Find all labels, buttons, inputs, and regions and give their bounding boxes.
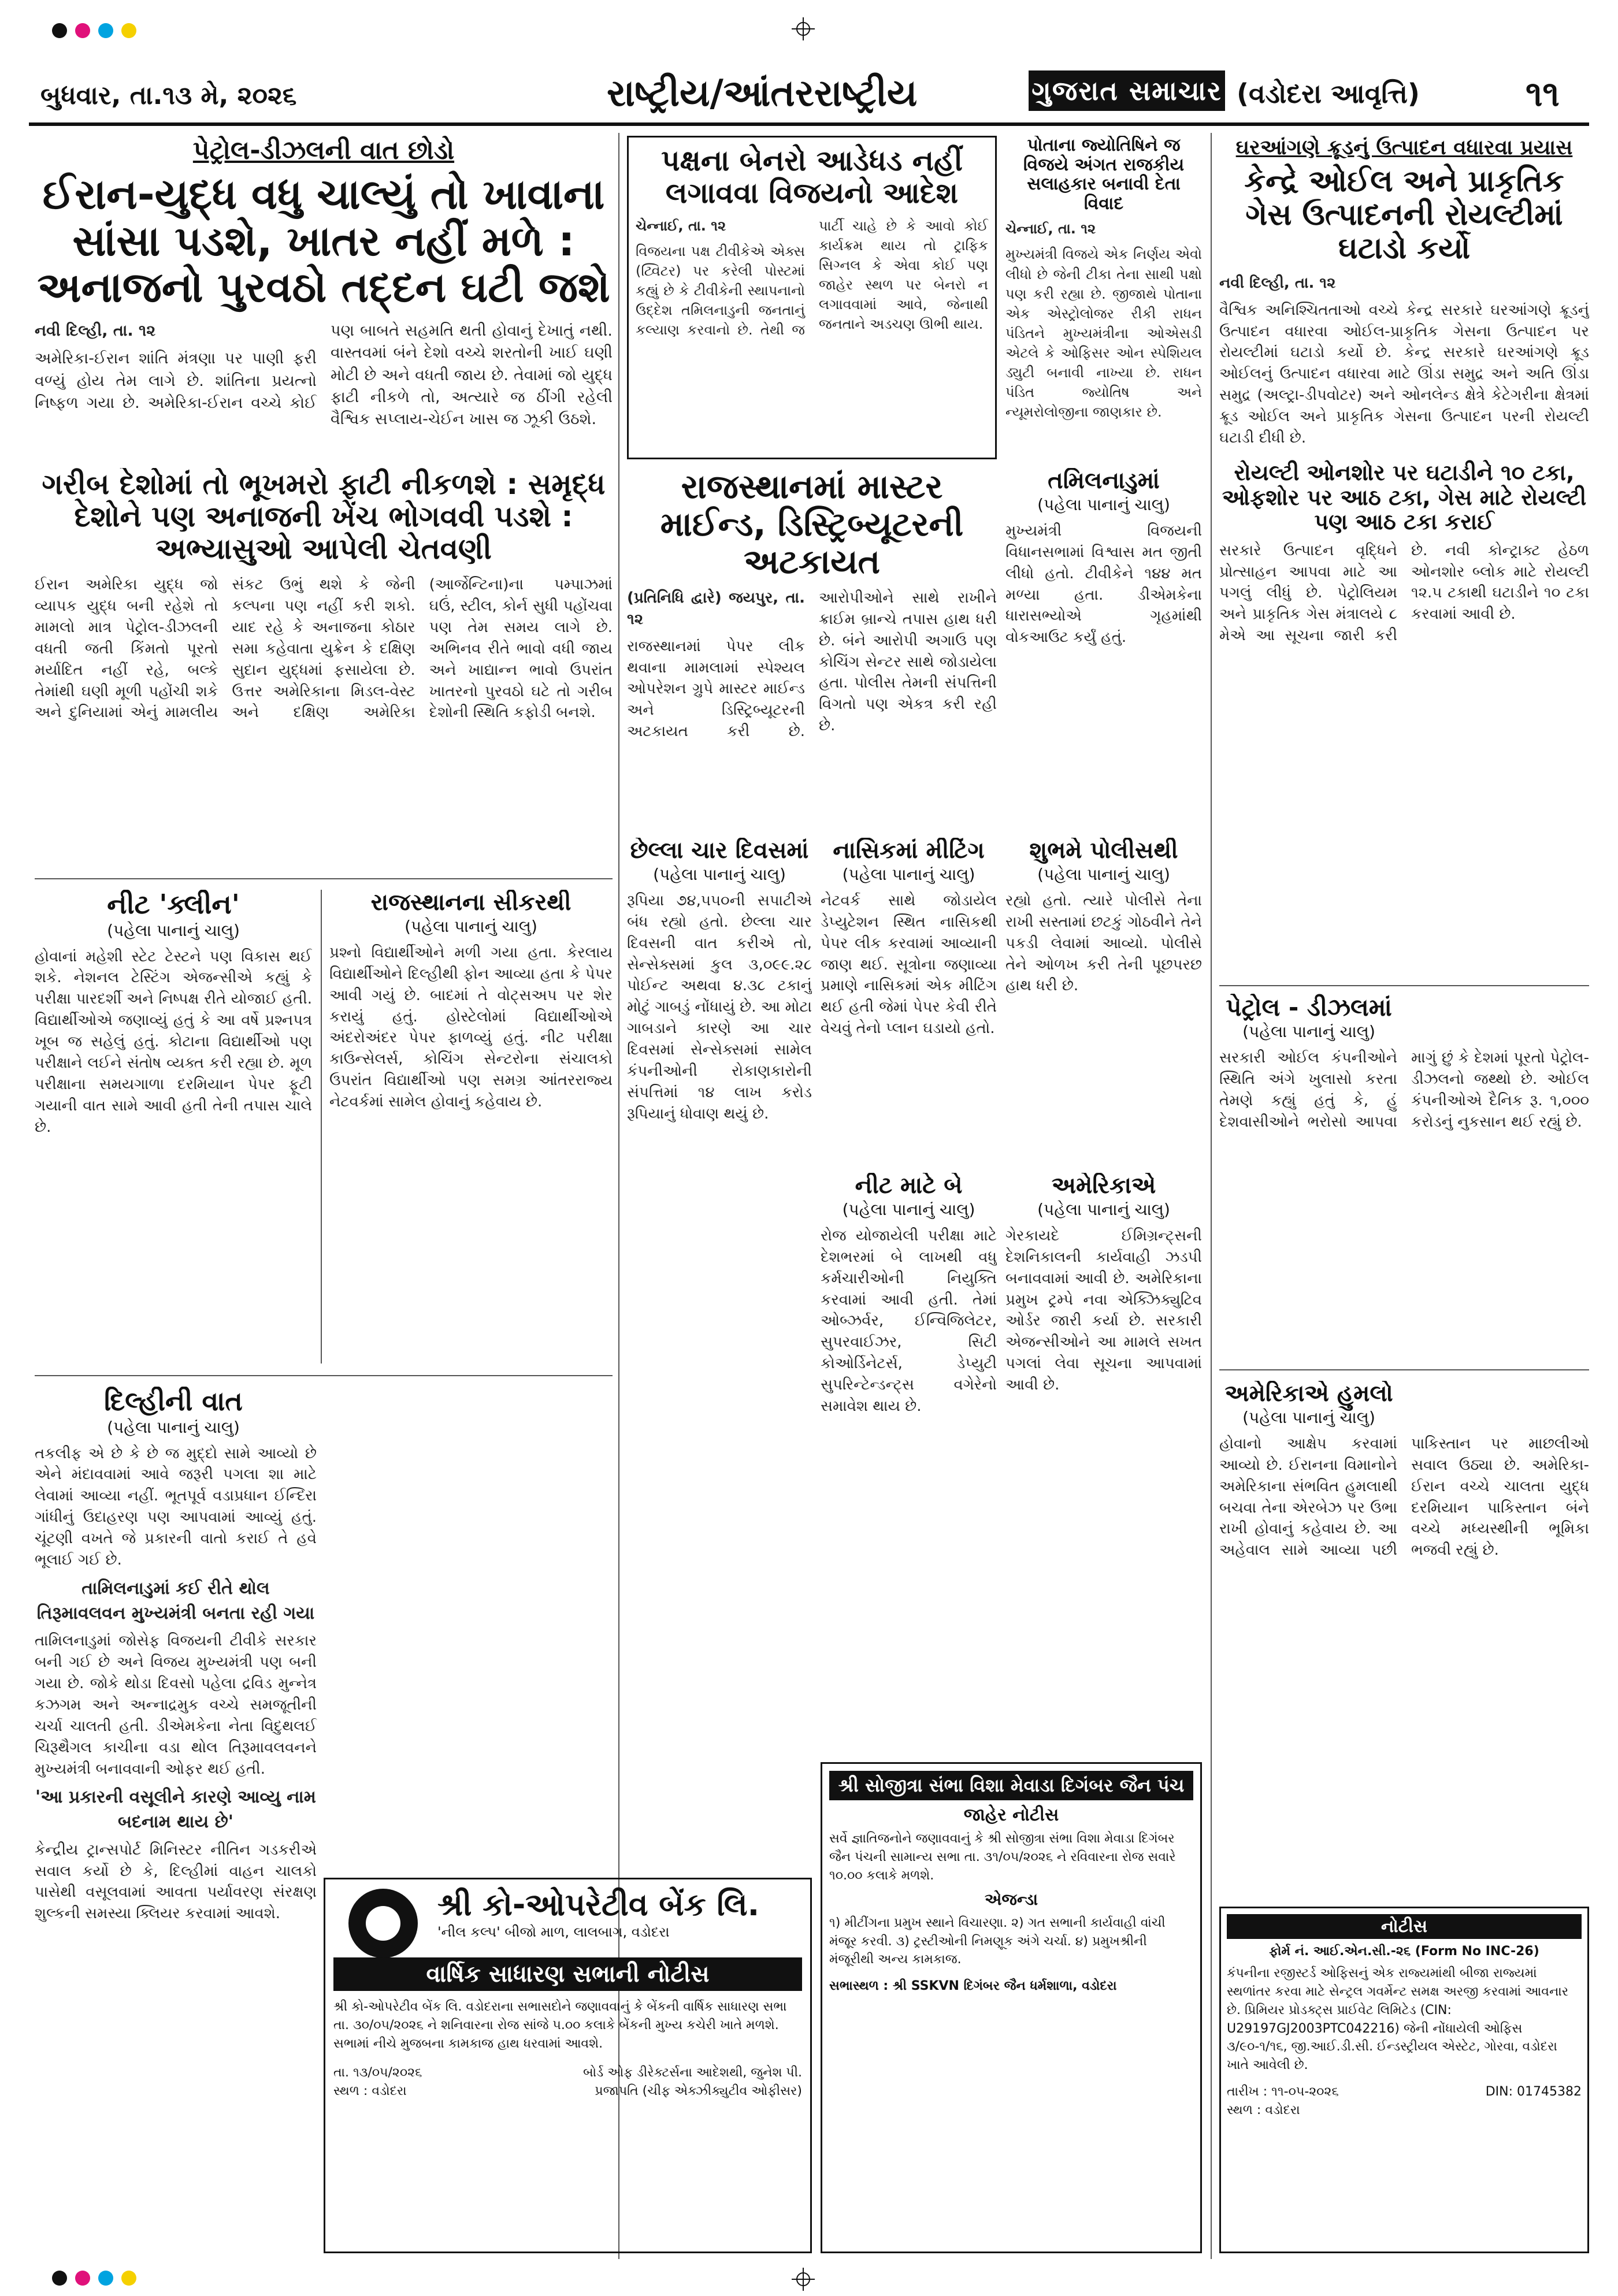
story-text: રૂપિયા ૭૪,૫૫૦ની સપાટીએ બંધ રહ્યો હતો. છેલ્લા ચાર દિવસની વાત કરીએ તો, સેન્સેક્સમાં કુલ ૩,૦૯૯.૨૮ પોઈન્ટ અથવા ૪.૩૮ ટકાનું મોટું ગાબડું નોંધાયું છે. આ મોટા ગાબડાને કારણે આ ચાર દિવસમાં સેન્સેક્સમાં સામેલ કંપનીઓની રોકાણકારોની સંપત્તિમાં ૧૪ લાખ કરોડ રૂપિયાનું ધોવાણ થયું છે. bbox=[627, 891, 812, 1123]
registration-cross bbox=[792, 2268, 815, 2291]
story-headline: અમેરિકાએ bbox=[1051, 1173, 1156, 1199]
registration-dot bbox=[52, 23, 67, 38]
story-text: મુખ્યમંત્રી વિજયની વિધાનસભામાં વિશ્વાસ મત જીતી લીધો હતો. ટીવીકેને ૧૪૪ મત મળ્યા હતા. ડીએમકેના ધારાસભ્યોએ ગૃહમાંથી વોકઆઉટ કર્યું હતું. bbox=[1005, 522, 1202, 647]
notice-din: DIN: 01745382 bbox=[1485, 2085, 1582, 2100]
continued-label: (પહેલા પાનાનું ચાલુ) bbox=[653, 864, 786, 884]
story-headline: ઈરાન-યુદ્ધ વધુ ચાલ્યું તો ખાવાના સાંસા પડશે, ખાતર નહીં મળે : અનાજનો પુરવઠો તદ્દન ઘટી જશે bbox=[37, 170, 610, 312]
story-body bbox=[1219, 273, 1589, 455]
story-headline: છેલ્લા ચાર દિવસમાં bbox=[630, 838, 809, 864]
continued-label: (પહેલા પાનાનું ચાલુ) bbox=[1242, 1022, 1375, 1042]
story-body bbox=[821, 1225, 997, 1423]
story-body bbox=[627, 588, 997, 742]
story-astrologer bbox=[1005, 136, 1202, 459]
notice-body: કંપનીના રજીસ્ટર્ડ ઓફિસનું એક રાજ્યમાંથી બીજા રાજ્યમાં સ્થળાંતર કરવા માટે સેન્ટ્રલ ગવર્મેન્ટ સમક્ષ અરજી કરવામાં આવનાર છે. પ્રિમિયર પ્રોડક્ટ્સ પ્રાઈવેટ લિમિટેડ (CIN: U29197GJ2003PTC042216) જેની નોંધાયેલી ઓફિસ ૩/૯૦-૧/૧૬, જી.આઈ.ડી.સી. ઈન્ડસ્ટ્રીયલ એસ્ટેટ, ગોરવા, વડોદરા ખાતે આવેલી છે. bbox=[1227, 1966, 1569, 2073]
agenda-items: ૧) મીટીંગના પ્રમુખ સ્થાને વિચારણા. ૨) ગત સભાની કાર્યવાહી વાંચી મંજૂર કરવી. ૩) ટ્રસ્ટીઓની નિમણૂક અંગે ચર્ચા. ૪) પ્રમુખશ્રીની મંજૂરીથી અન્ય કામકાજ. bbox=[829, 1915, 1166, 1967]
notice-form: ફોર્મ નં. આઈ.એન.સી.-૨૬ (Form No INC-26) bbox=[1269, 1944, 1539, 1959]
divider bbox=[1219, 1369, 1589, 1370]
story-text: રોજ યોજાયેલી પરીક્ષા માટે દેશભરમાં બે લાખથી વધુ કર્મચારીઓની નિયુક્તિ કરવામાં આવી હતી. તેમાં ઓબ્ઝર્વર, ઈન્વિજિલેટર, સુપરવાઈઝર, સિટી કોઓર્ડિનેટર્સ, ડેપ્યુટી સુપરિન્ટેન્ડન્ટ્સ વગેરેનો સમાવેશ થાય છે. bbox=[821, 1227, 997, 1416]
story-headline: શુભમે પોલીસથી bbox=[1029, 838, 1178, 864]
story-body bbox=[1005, 1225, 1202, 1402]
masthead-rule bbox=[29, 122, 1589, 126]
jain-notice bbox=[821, 1762, 1202, 2253]
story-last-day bbox=[627, 838, 812, 1300]
story-body bbox=[1219, 540, 1589, 647]
registration-dot bbox=[52, 2271, 67, 2286]
continued-label: (પહેલા પાનાનું ચાલુ) bbox=[842, 1199, 975, 1219]
date-line: બુધવાર, તા.૧૩ મે, ૨૦૨૬ bbox=[40, 81, 297, 110]
notice-signatory: બોર્ડ ઓફ ડીરેક્ટર્સના આદેશથી, જુનેશ પી. પ્રજાપતિ (ચીફ એક્ઝીક્યુટીવ ઓફીસર) bbox=[582, 2065, 802, 2098]
notice-title: વાર્ષિક સાધારણ સભાની નોટીસ bbox=[333, 1957, 802, 1991]
story-text: ઈરાન અમેરિકા યુદ્ધ જો વ્યાપક યુદ્ધ બની રહેશે તો મામલો માત્ર પેટ્રોલ-ડીઝલની વધતી જતી કિંમતો પૂરતો મર્યાદિત નહીં રહે, બલ્કે તેમાંથી ઘણી મૂળી પહોંચી શકે અને દુનિયામાં એનું મામલીય સંકટ ઉભું થશે કે જેની કલ્પના પણ નહીં કરી શકો. યાદ રહે કે અનાજના કોઠાર સમા કહેવાતા યુક્રેન કે દક્ષિણ સુદાન યુદ્ધમાં ફસાયેલા છે. ઉત્તર અમેરિકાના મિડલ-વેસ્ટ અને દક્ષિણ અમેરિકા (આર્જેન્ટિના)ના પમ્પાઝમાં ઘઉં, સ્ટીલ, કોર્ન સુધી પહોંચવા પણ તેમ સમય લાગે છે. અભિનવ રીતે ભાવો વધી જાય અને ખાદ્યાન્ન ભાવો ઉપરાંત ખાતરનો પુરવઠો ઘટે તો ગરીબ દેશોની સ્થિતિ કફોડી બનશે. bbox=[35, 576, 613, 722]
dateline: નવી દિલ્હી, તા. ૧૨ bbox=[1219, 274, 1336, 292]
bank-notice bbox=[324, 1878, 812, 2253]
story-neet-two bbox=[821, 1173, 997, 1751]
registration-dot bbox=[98, 23, 113, 38]
story-text: પ્રશ્નો વિદ્યાર્થીઓને મળી ગયા હતા. કેરલાય વિદ્યાર્થીઓને દિલ્હીથી ફોન આવ્યા હતા કે પેપર આવી ગયું છે. બાદમાં તે વોટ્સઅપ પર શેર કરાયું હતું. હોસ્ટેલોમાં વિદ્યાર્થીઓએ અંદરોઅંદર પેપર ફાળવ્યું હતું. નીટ પરીક્ષા કાઉન્સેલર્સ, કોચિંગ સેન્ટરોના સંચાલકો ઉપરાંત વિદ્યાર્થીઓ પણ સમગ્ર આંતરરાજ્ય નેટવર્કમાં સામેલ હોવાનું કહેવાય છે. bbox=[329, 943, 613, 1111]
divider bbox=[35, 878, 613, 879]
story-subhead: રોયલ્ટી ઓનશોર પર ઘટાડીને ૧૦ ટકા, ઓફશોર પર આઠ ટકા, ગેસ માટે રોયલ્ટી પણ આઠ ટકા કરાઈ bbox=[1222, 459, 1587, 535]
divider bbox=[1219, 985, 1589, 986]
story-kicker: ઘરઆંગણે ક્રૂડનું ઉત્પાદન વધારવા પ્રયાસ bbox=[1235, 136, 1573, 159]
story-body bbox=[1219, 1047, 1589, 1136]
story-police bbox=[1005, 838, 1202, 1161]
continued-label: (પહેલા પાનાનું ચાલુ) bbox=[107, 1417, 240, 1437]
venue: સભાસ્થળ : શ્રી SSKVN દિગંબર જૈન ધર્મશાળા, વડોદરા bbox=[829, 1979, 1117, 1994]
story-iran bbox=[35, 136, 613, 459]
story-attack bbox=[1219, 1381, 1589, 1901]
story-headline: નીટ માટે બે bbox=[855, 1173, 963, 1199]
story-subhead: તામિલનાડુમાં કઈ રીતે થોલ તિરૂમાવલવન મુખ્યમંત્રી બનતા રહી ગયા bbox=[36, 1578, 315, 1623]
registration-dot bbox=[121, 2271, 136, 2286]
agenda-title: એજન્ડા bbox=[984, 1889, 1038, 1909]
registration-dot bbox=[75, 2271, 90, 2286]
story-headline: પક્ષના બેનરો આડેધડ નહીં લગાવવા વિજયનો આદેશ bbox=[661, 144, 963, 210]
story-text: વિજયના પક્ષ ટીવીકેએ એક્સ (ટ્વિટર) પર કરેલી પોસ્ટમાં કહ્યું છે કે ટીવીકેની સ્થાપનાનો ઉદ્દેશ તમિલનાડુની જનતાનું કલ્યાણ કરવાનો છે. તેથી જ પાર્ટી ચાહે છે કે આવો કોઈ કાર્યક્રમ થાય તો ટ્રાફિક સિગ્નલ કે એવા કોઈ પણ જાહેર સ્થળ પર બેનરો ન લગાવવામાં આવે, જેનાથી જનતાને અડચણ ઊભી થાય. bbox=[636, 218, 988, 339]
notice-title: નોટીસ bbox=[1227, 1914, 1582, 1939]
dateline: ચેન્નાઈ, તા. ૧૨ bbox=[636, 218, 726, 234]
continued-label: (પહેલા પાનાનું ચાલુ) bbox=[1037, 1199, 1170, 1219]
story-body bbox=[1005, 521, 1202, 654]
story-headline: રાજસ્થાનમાં માસ્ટર માઈન્ડ, ડિસ્ટ્રિબ્યૂટરની અટકાયત bbox=[660, 468, 964, 581]
page-number: ૧૧ bbox=[1526, 74, 1560, 114]
story-text: વૈશ્વિક અનિશ્ચિતતાઓ વચ્ચે કેન્દ્ર સરકારે ઘરઆંગણે ક્રૂડનું ઉત્પાદન વધારવા ઓઈલ-પ્રાકૃતિક ગેસના ઉત્પાદન પર રોયલ્ટીમાં ઘટાડો કર્યો છે. કેન્દ્ર સરકારે ઘરઆંગણે ક્રૂડ ઓઈલનું ઉત્પાદન વધારવા માટે ઊંડા સમુદ્ર અને અતિ ઊંડા સમુદ્ર (અલ્ટ્રા-ડીપવોટર) અને ઓનલેન્ડ ક્ષેત્રે કેટેગરીના ક્ષેત્રમાં ક્રૂડ ઓઈલ અને પ્રાકૃતિક ગેસના ઉત્પાદન પરની રોયલ્ટી ઘટાડી દીધી છે. bbox=[1219, 301, 1589, 447]
story-text: મુખ્યમંત્રી વિજયે એક નિર્ણય એવો લીધો છે જેની ટીકા તેના સાથી પક્ષો પણ કરી રહ્યા છે. જીજાથે પોતાના એક એસ્ટ્રોલોજર રીકી રાધન પંડિતને મુખ્યમંત્રીના ઓએસડી એટલે કે ઓફિસર ઓન સ્પેશિયલ ડ્યુટી બનાવી નાખ્યા છે. રાધન પંડિત જ્યોતિષ અને ન્યૂમરોલોજીના જાણકાર છે. bbox=[1005, 246, 1202, 421]
story-rajasthan-cont bbox=[329, 890, 613, 1364]
story-subhead: 'આ પ્રકારની વસૂલીને કારણે આવ્યુ નામ બદનામ થાય છે' bbox=[35, 1787, 316, 1833]
continued-label: (પહેલા પાનાનું ચાલુ) bbox=[107, 920, 240, 940]
story-headline: દિલ્હીની વાત bbox=[104, 1387, 243, 1417]
story-kicker: પેટ્રોલ-ડીઝલની વાત છોડો bbox=[192, 136, 455, 165]
story-headline: રાજસ્થાનના સીકરથી bbox=[370, 890, 572, 916]
notice-subtitle: જાહેર નોટીસ bbox=[963, 1805, 1059, 1825]
story-petrol bbox=[1219, 994, 1589, 1364]
notice-title: શ્રી સોજીત્રા સંભા વિશા મેવાડા દિગંબર જૈન પંચ bbox=[829, 1771, 1193, 1800]
notice-date: તારીખ : ૧૧-૦૫-૨૦૨૬ bbox=[1227, 2085, 1339, 2100]
dateline: ચેન્નાઈ, તા. ૧૨ bbox=[1005, 221, 1096, 237]
registration-dot bbox=[98, 2271, 113, 2286]
story-neet bbox=[35, 890, 312, 1364]
story-body bbox=[1005, 219, 1202, 428]
bank-logo-icon bbox=[348, 1889, 418, 1958]
notice-date: તા. ૧૩/૦૫/૨૦૨૬ bbox=[333, 2065, 422, 2080]
company-notice bbox=[1219, 1907, 1589, 2253]
dateline: નવી દિલ્હી, તા. ૧૨ bbox=[35, 321, 156, 340]
story-america bbox=[1005, 1173, 1202, 1751]
story-body bbox=[329, 942, 613, 1119]
notice-footer bbox=[1227, 2083, 1582, 2120]
notice-place: સ્થળ : વડોદરા bbox=[333, 2083, 407, 2098]
story-headline: તમિલનાડુમાં bbox=[1048, 468, 1160, 494]
story-headline: નાસિકમાં મીટિંગ bbox=[833, 838, 985, 864]
story-headline: કેન્દ્રે ઓઈલ અને પ્રાકૃતિક ગેસ ઉત્પાદનની રોયલ્ટીમાં ઘટાડો કર્યો bbox=[1244, 164, 1564, 266]
story-headline: નીટ 'ક્લીન' bbox=[107, 890, 240, 920]
story-headline: અમેરિકાએ હુમલો bbox=[1224, 1381, 1393, 1407]
story-body bbox=[35, 946, 312, 1144]
story-tamilnadu bbox=[1005, 468, 1202, 826]
story-body bbox=[35, 574, 613, 726]
registration-cross bbox=[792, 17, 815, 40]
continued-label: (પહેલા પાનાનું ચાલુ) bbox=[1037, 864, 1170, 884]
divider bbox=[35, 1375, 613, 1376]
section-title: રાષ્ટ્રીય/આંતરરાષ્ટ્રીય bbox=[607, 72, 918, 115]
continued-label: (પહેલા પાનાનું ચાલુ) bbox=[1037, 495, 1170, 514]
bank-name: શ્રી કો-ઓપરેટીવ બેંક લિ. bbox=[437, 1886, 760, 1923]
story-text: ગેરકાયદે ઈમિગ્રન્ટ્સની દેશનિકાલની કાર્યવાહી ઝડપી બનાવવામાં આવી છે. અમેરિકાના પ્રમુખ ટ્રમ્પે નવા એક્ઝિક્યુટિવ ઓર્ડર જારી કર્યા છે. સરકારી એજન્સીઓને આ મામલે સખત પગલાં લેવા સૂચના આપવામાં આવી છે. bbox=[1005, 1227, 1202, 1394]
notice-body: સર્વે જ્ઞાતિજનોને જણાવવાનું કે શ્રી સોજીત્રા સંભા વિશા મેવાડા દિગંબર જૈન પંચની સામાન્ય સભા તા. ૩૧/૦૫/૨૦૨૬ ને રવિવારના રોજ સવારે ૧૦.૦૦ કલાકે મળશે. bbox=[829, 1831, 1176, 1883]
story-body bbox=[1219, 1433, 1589, 1564]
story-body bbox=[821, 890, 997, 1045]
story-text: તકલીફ એ છે કે છે જ મુદ્દો સામે આવ્યો છે એને મંદાવવામાં આવે જરૂરી પગલા શા માટે લેવામાં આવ્યા નહીં. ભૂતપૂર્વ વડાપ્રધાન ઈન્દિરા ગાંધીનું ઉદાહરણ પણ આપવામાં આવ્યું હતું. ચૂંટણી વખતે જે પ્રકારની વાતો કરાઈ તે હવે ભૂલાઈ ગઈ છે. bbox=[35, 1444, 317, 1569]
column-divider bbox=[1211, 133, 1212, 2259]
story-text: સરકારે ઉત્પાદન વૃદ્ધિને પ્રોત્સાહન આપવા માટે આ પગલું લીધું છે. પેટ્રોલિયમ અને પ્રાકૃતિક ગેસ મંત્રાલયે ૮ મેએ આ સૂચના જારી કરી છે. નવી કોન્ટ્રાક્ટ હેઠળ ઓનશોર બ્લોક માટે રોયલ્ટી ૧૨.૫ ટકાથી ઘટાડીને ૧૦ ટકા કરવામાં આવી છે. bbox=[1219, 541, 1589, 645]
story-text: રહ્યો હતો. ત્યારે પોલીસે તેના રાખી સસ્તામાં છટકું ગોઠવીને તેને પકડી લેવામાં આવ્યો. પોલીસે તેને ઓળખ કરી તેની પૂછપરછ હાથ ધરી છે. bbox=[1005, 891, 1202, 995]
story-text: કેન્દ્રીય ટ્રાન્સપોર્ટ મિનિસ્ટર નીતિન ગડકરીએ સવાલ કર્યો છે કે, દિલ્હીમાં વાહન ચાલકો પાસેથી વસૂલવામાં આવતા પર્યાવરણ સંરક્ષણ શુલ્કની સમસ્યા ક્લિયર કરવામાં આવશે. bbox=[35, 1841, 317, 1923]
story-text: રાજસ્થાનમાં પેપર લીક થવાના મામલામાં સ્પેશ્યલ ઓપરેશન ગ્રુપે માસ્ટર માઈન્ડ અને ડિસ્ટ્રિબ્યૂટરની અટકાયત કરી છે. આરોપીઓને સાથે રાખીને ક્રાઈમ બ્રાન્ચે તપાસ હાથ ધરી છે. બંને આરોપી અગાઉ પણ કોચિંગ સેન્ટર સાથે જોડાયેલા હતા. પોલીસ તેમની સંપત્તિની વિગતો પણ એકત્ર કરી રહી છે. bbox=[627, 589, 997, 741]
notice-body: શ્રી કો-ઓપરેટીવ બેંક લિ. વડોદરાના સભાસદોને જણાવવાનું કે બેંકની વાર્ષિક સાધારણ સભા તા. ૩૦/૦૫/૨૦૨૬ ને શનિવારના રોજ સાંજે ૫.૦૦ કલાકે બેંકની મુખ્ય કચેરી ખાતે મળશે. સભામાં નીચે મુજબના કામકાજ હાથ ધરવામાં આવશે. bbox=[333, 2000, 787, 2052]
story-text: હોવાનાં મહેશી સ્ટેટ ટેસ્ટને પણ વિકાસ થઈ શકે. નેશનલ ટેસ્ટિંગ એજન્સીએ કહ્યું કે પરીક્ષા પારદર્શી અને નિષ્પક્ષ રીતે યોજાઈ હતી. વિદ્યાર્થીઓએ જણાવ્યું હતું કે આ વર્ષે પ્રશ્નપત્ર ખૂબ જ સહેલું હતું. કોટાના વિદ્યાર્થીઓ પણ પરીક્ષાને લઈને સંતોષ વ્યક્ત કરી રહ્યા છે. મૂળ પરીક્ષાના સમયગાળા દરમિયાન પેપર ફૂટી ગયાની વાત સામે આવી હતી તેની તપાસ ચાલે છે. bbox=[35, 948, 312, 1136]
registration-dot bbox=[75, 23, 90, 38]
continued-label: (પહેલા પાનાનું ચાલુ) bbox=[404, 916, 537, 936]
story-body bbox=[1005, 890, 1202, 1003]
notice-footer bbox=[333, 2064, 802, 2101]
bank-address: 'નીલ કલ્પ' બીજો માળ, લાલબાગ, વડોદરા bbox=[437, 1924, 670, 1941]
dateline: (પ્રતિનિધિ દ્વારે) જયપુર, તા. ૧૨ bbox=[627, 589, 805, 628]
story-text: તામિલનાડુમાં જોસેફ વિજયની ટીવીકે સરકાર બની ગઈ છે અને વિજય મુખ્યમંત્રી પણ બની ગયા છે. જોકે થોડા દિવસો પહેલા દ્રવિડ મુન્નેત્ર કઝગમ અને અન્નાદ્રમુક વચ્ચે સમજૂતીની ચર્ચા ચાલતી હતી. ડીએમકેના નેતા વિદુથલઈ ચિરૂથૈગલ કાચીના વડા થોલ તિરૂમાવલવનને મુખ્યમંત્રી બનાવવાની ઓફર થઈ હતી. bbox=[35, 1632, 317, 1778]
story-headline: પેટ્રોલ - ડીઝલમાં bbox=[1226, 994, 1392, 1021]
edition-label: (વડોદરા આવૃત્તિ) bbox=[1237, 78, 1420, 109]
story-headline: પોતાના જ્યોતિષિને જ વિજયે અંગત રાજકીય સલાહકાર બનાવી દેતા વિવાદ bbox=[1023, 136, 1185, 214]
brand-logo: ગુજરાત સમાચાર bbox=[1029, 70, 1225, 111]
continued-label: (પહેલા પાનાનું ચાલુ) bbox=[842, 864, 975, 884]
story-poor-nations bbox=[35, 468, 613, 872]
story-text: નેટવર્ક સાથે જોડાયેલ ડેપ્યુટેશન સ્થિત નાસિકથી પેપર લીક કરવામાં આવ્યાની જાણ થઈ. સૂત્રોના જણાવ્યા પ્રમાણે નાસિકમાં એક મીટિંગ થઈ હતી જેમાં પેપર કેવી રીતે વેચવું તેનો પ્લાન ઘડાયો હતો. bbox=[821, 891, 997, 1038]
story-banners bbox=[627, 136, 997, 459]
story-text: અમેરિકા-ઈરાન શાંતિ મંત્રણા પર પાણી ફરી વળ્યું હોય તેમ લાગે છે. શાંતિના પ્રયત્નો નિષ્ફળ ગયા છે. અમેરિકા-ઈરાન વચ્ચે કોઈ પણ બાબતે સહમતિ થતી હોવાનું દેખાતું નથી. વાસ્તવમાં બંને દેશો વચ્ચે શરતોની ખાઈ ઘણી મોટી છે અને વધતી જાય છે. તેવામાં જો યુદ્ધ ફાટી નીકળે તો, અત્યારે જ ઠીંગી રહેલી વૈશ્વિક સપ્લાય-ચેઈન ખાસ જ ઝૂકી ઉઠશે. bbox=[35, 321, 613, 429]
notice-place: સ્થળ : વડોદરા bbox=[1227, 2103, 1300, 2118]
story-gas bbox=[1219, 136, 1589, 979]
story-text: હોવાનો આક્ષેપ કરવામાં આવ્યો છે. ઈરાનના વિમાનોને અમેરિકાના સંભવિત હુમલાથી બચવા તેના એરબેઝ પર ઉભા રાખી હોવાનું કહેવાય છે. આ અહેવાલ સામે આવ્યા પછી પાકિસ્તાન પર માછલીઓ સવાલ ઉઠ્યા છે. અમેરિકા-ઈરાન વચ્ચે ચાલતા યુદ્ધ દરમિયાન પાકિસ્તાન બંને વચ્ચે મધ્યસ્થીની ભૂમિકા ભજવી રહ્યું છે. bbox=[1219, 1435, 1589, 1559]
divider bbox=[321, 890, 322, 1364]
story-body bbox=[35, 320, 613, 431]
story-headline: ગરીબ દેશોમાં તો ભૂખમરો ફાટી નીકળશે : સમૃદ્ધ દેશોને પણ અનાજની ખેંચ ભોગવવી પડશે : અભ્યાસુઓ આપેલી ચેતવણી bbox=[42, 468, 606, 566]
registration-dot bbox=[121, 23, 136, 38]
story-text: સરકારી ઓઈલ કંપનીઓને સ્થિતિ અંગે ખુલાસો કરતા તેમણે કહ્યું હતું કે, હું દેશવાસીઓને ભરોસો આપવા માગું છું કે દેશમાં પૂરતો પેટ્રોલ-ડીઝલનો જથ્થો છે. ઓઈલ કંપનીઓએ દૈનિક રૂ. ૧,૦૦૦ કરોડનું નુકસાન થઈ રહ્યું છે. bbox=[1219, 1049, 1589, 1131]
story-body bbox=[627, 890, 812, 1131]
story-nashik bbox=[821, 838, 997, 1161]
continued-label: (પહેલા પાનાનું ચાલુ) bbox=[1242, 1407, 1375, 1427]
story-body bbox=[636, 216, 988, 340]
